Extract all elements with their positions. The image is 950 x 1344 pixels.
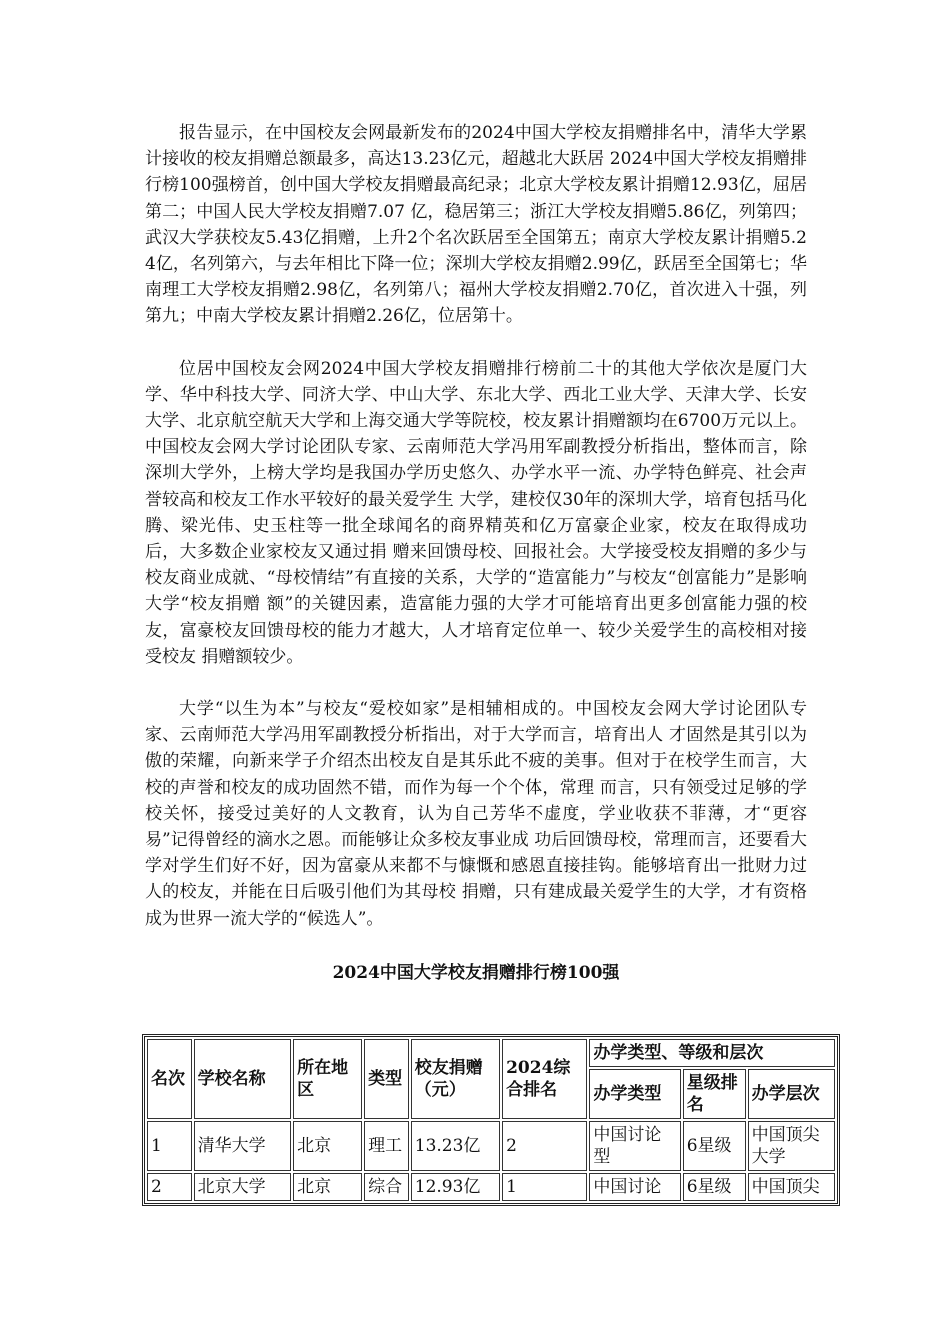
paragraph-1: 报告显示，在中国校友会网最新发布的2024中国大学校友捐赠排名中，清华大学累计接收的校友捐赠总额最多，高达13.23亿元，超越北大跃居 2024中国大学校友捐赠排行榜100强榜首，创中国大学校友捐赠最高纪录；北京大学校友累计捐赠12.93亿，屈居第二；中国人民大学校友捐赠7.07 亿，稳居第三；浙江大学校友捐赠5.86亿，列第四；武汉大学获校友5.43亿捐赠，上升2个名次跃居至全国第五；南京大学校友累计捐赠5.24亿，名列第六，与去年相比下降一位；深圳大学校友捐赠2.99亿，跃居至全国第七；华南理工大学校友捐赠2.98亿，名列第八；福州大学校友捐赠2.70亿，首次进入十强，列第九；中南大学校友累计捐赠2.26亿，位居第十。 [145, 123, 807, 327]
cell-level: 中国顶尖大学 [748, 1121, 835, 1171]
document-body [145, 120, 807, 1001]
cell-rank: 1 [147, 1121, 192, 1171]
header-rank: 名次 [147, 1039, 192, 1119]
cell-school: 北京大学 [194, 1173, 291, 1201]
header-level: 办学层次 [748, 1069, 835, 1119]
cell-school-type: 中国讨论型 [589, 1121, 680, 1171]
cell-school-type: 中国讨论 [589, 1173, 680, 1201]
cell-donation: 12.93亿 [411, 1173, 500, 1201]
header-type: 类型 [364, 1039, 409, 1119]
cell-region: 北京 [293, 1173, 362, 1201]
ranking-table-frame [142, 1034, 840, 1206]
header-overall: 2024综合排名 [502, 1039, 587, 1119]
table-row [147, 1121, 835, 1171]
cell-donation: 13.23亿 [411, 1121, 500, 1171]
paragraph-2: 位居中国校友会网2024中国大学校友捐赠排行榜前二十的其他大学依次是厦门大学、华中科技大学、同济大学、中山大学、东北大学、西北工业大学、天津大学、长安大学、北京航空航天大学和上海交通大学等院校，校友累计捐赠额均在6700万元以上。中国校友会网大学讨论团队专家、云南师范大学冯用军副教授分析指出，整体而言，除深圳大学外，上榜大学均是我国办学历史悠久、办学水平一流、办学特色鲜亮、社会声誉较高和校友工作水平较好的最关爱学生 大学，建校仅30年的深圳大学，培育包括马化腾、梁光伟、史玉柱等一批全球闻名的商界精英和亿万富豪企业家，校友在取得成功后，大多数企业家校友又通过捐 赠来回馈母校、回报社会。大学接受校友捐赠的多少与校友商业成就、“母校情结”有直接的关系，大学的“造富能力”与校友“创富能力”是影响大学“校友捐赠 额”的关键因素，造富能力强的大学才可能培育出更多创富能力强的校友，富豪校友回馈母校的能力才越大，人才培育定位单一、较少关爱学生的高校相对接受校友 捐赠额较少。 [145, 358, 807, 667]
table-title: 2024中国大学校友捐赠排行榜100强 [332, 962, 620, 983]
header-donation: 校友捐赠（元） [411, 1039, 500, 1119]
header-region: 所在地区 [293, 1039, 362, 1119]
header-school: 学校名称 [194, 1039, 291, 1119]
cell-star: 6星级 [683, 1121, 746, 1171]
table-row [147, 1173, 835, 1201]
ranking-table [145, 1037, 837, 1203]
header-group: 办学类型、等级和层次 [589, 1039, 835, 1067]
cell-overall: 1 [502, 1173, 587, 1201]
table-header-row [147, 1039, 835, 1067]
cell-overall: 2 [502, 1121, 587, 1171]
cell-star: 6星级 [683, 1173, 746, 1201]
header-star: 星级排名 [683, 1069, 746, 1119]
cell-type: 综合 [364, 1173, 409, 1201]
paragraph-3: 大学“以生为本”与校友“爱校如家”是相辅相成的。中国校友会网大学讨论团队专家、云南师范大学冯用军副教授分析指出，对于大学而言，培育出人 才固然是其引以为傲的荣耀，向新来学子介绍杰出校友自是其乐此不疲的美事。但对于在校学生而言，大校的声誉和校友的成功固然不错，而作为每一个个体，常理 而言，只有领受过足够的学校关怀，接受过美好的人文教育，认为自己芳华不虚度，学业收获不菲薄，才“更容易”记得曾经的滴水之恩。而能够让众多校友事业成 功后回馈母校，常理而言，还要看大学对学生们好不好，因为富豪从来都不与慷慨和感恩直接挂钩。能够培育出一批财力过人的校友，并能在日后吸引他们为其母校 捐赠，只有建成最关爱学生的大学，才有资格成为世界一流大学的“候选人”。 [145, 699, 807, 929]
cell-school: 清华大学 [194, 1121, 291, 1171]
cell-type: 理工 [364, 1121, 409, 1171]
cell-region: 北京 [293, 1121, 362, 1171]
cell-level: 中国顶尖 [748, 1173, 835, 1201]
header-school-type: 办学类型 [589, 1069, 680, 1119]
cell-rank: 2 [147, 1173, 192, 1201]
